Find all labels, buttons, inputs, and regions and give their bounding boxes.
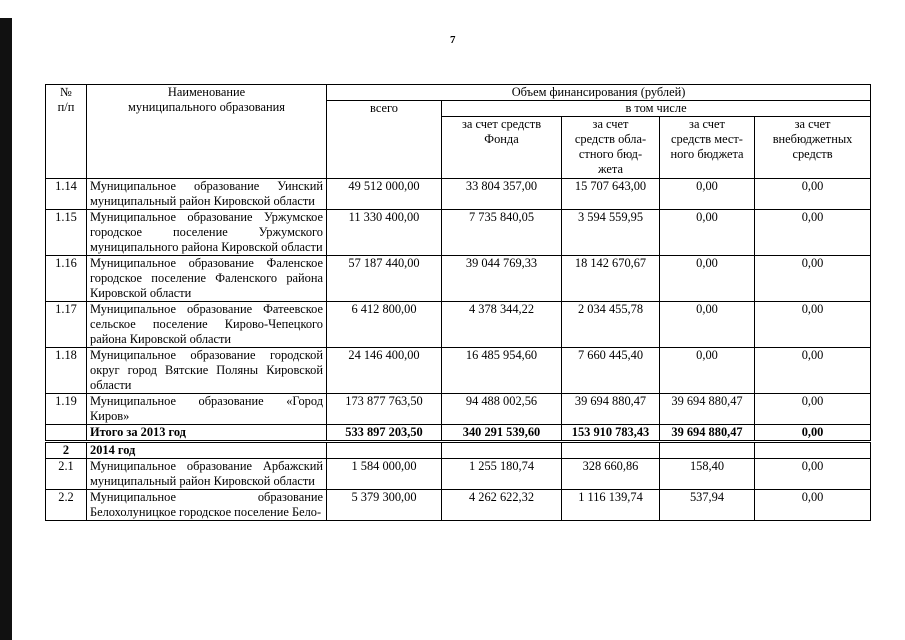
table-row (46, 179, 871, 210)
row-local: 0,00 (660, 302, 755, 348)
header-num (46, 85, 87, 179)
row-regional: 15 707 643,00 (562, 179, 660, 210)
row-local: 0,00 (660, 256, 755, 302)
row-regional: 7 660 445,40 (562, 348, 660, 394)
row-name: Муниципальное образование Арбажский муниципальный район Кировской области (87, 459, 327, 490)
table-row (46, 256, 871, 302)
row-num: 1.17 (46, 302, 87, 348)
row-total: 1 584 000,00 (327, 459, 442, 490)
row-local: 39 694 880,47 (660, 394, 755, 425)
row-fund: 39 044 769,33 (442, 256, 562, 302)
row-name: Муниципальное образование Фатеевское сельское поселение Кирово-Чепецкого района Кировской области (87, 302, 327, 348)
header-local (660, 117, 755, 179)
row-total: 49 512 000,00 (327, 179, 442, 210)
header-total: всего (327, 101, 442, 179)
row-num: 1.19 (46, 394, 87, 425)
table-row (46, 490, 871, 521)
total-fund: 340 291 539,60 (442, 425, 562, 442)
row-total: 5 379 300,00 (327, 490, 442, 521)
table-row (46, 348, 871, 394)
row-num: 1.18 (46, 348, 87, 394)
row-total: 173 877 763,50 (327, 394, 442, 425)
row-local: 0,00 (660, 210, 755, 256)
section-num: 2 (46, 442, 87, 459)
financing-table (45, 84, 871, 521)
row-extra: 0,00 (755, 302, 871, 348)
row-fund: 94 488 002,56 (442, 394, 562, 425)
row-local: 0,00 (660, 179, 755, 210)
row-extra: 0,00 (755, 179, 871, 210)
header-regional-text: за счет средств обла- стного бюд- жета (574, 117, 647, 176)
row-fund: 1 255 180,74 (442, 459, 562, 490)
row-fund: 33 804 357,00 (442, 179, 562, 210)
row-extra: 0,00 (755, 394, 871, 425)
header-local-text: за счет средств мест- ного бюджета (670, 117, 744, 161)
total-num (46, 425, 87, 442)
header-fund (442, 117, 562, 179)
header-volume: Объем финансирования (рублей) (327, 85, 871, 101)
section-empty (562, 442, 660, 459)
row-num: 2.2 (46, 490, 87, 521)
row-regional: 18 142 670,67 (562, 256, 660, 302)
row-regional: 1 116 139,74 (562, 490, 660, 521)
row-extra: 0,00 (755, 348, 871, 394)
scan-edge-bar (0, 18, 12, 640)
row-fund: 4 262 622,32 (442, 490, 562, 521)
header-name-text: Наименование муниципального образования (128, 85, 285, 114)
row-regional: 2 034 455,78 (562, 302, 660, 348)
section-row (46, 442, 871, 459)
section-empty (442, 442, 562, 459)
row-local: 158,40 (660, 459, 755, 490)
row-extra: 0,00 (755, 459, 871, 490)
row-extra: 0,00 (755, 210, 871, 256)
table-row (46, 210, 871, 256)
table-row (46, 459, 871, 490)
row-total: 11 330 400,00 (327, 210, 442, 256)
row-total: 57 187 440,00 (327, 256, 442, 302)
page-number: 7 (450, 34, 456, 46)
row-regional: 328 660,86 (562, 459, 660, 490)
row-total: 24 146 400,00 (327, 348, 442, 394)
header-regional (562, 117, 660, 179)
row-regional: 39 694 880,47 (562, 394, 660, 425)
total-regional: 153 910 783,43 (562, 425, 660, 442)
row-regional: 3 594 559,95 (562, 210, 660, 256)
total-total: 533 897 203,50 (327, 425, 442, 442)
row-num: 1.15 (46, 210, 87, 256)
table-row (46, 394, 871, 425)
row-local: 537,94 (660, 490, 755, 521)
row-extra: 0,00 (755, 256, 871, 302)
row-extra: 0,00 (755, 490, 871, 521)
row-fund: 16 485 954,60 (442, 348, 562, 394)
row-local: 0,00 (660, 348, 755, 394)
header-fund-text: за счет средств Фонда (461, 117, 542, 146)
total-name: Итого за 2013 год (87, 425, 327, 442)
row-name: Муниципальное образование Уржумское городское поселение Уржумского муниципального района Кировской области (87, 210, 327, 256)
section-name: 2014 год (87, 442, 327, 459)
section-empty (755, 442, 871, 459)
header-extra (755, 117, 871, 179)
table-row (46, 302, 871, 348)
total-row (46, 425, 871, 442)
header-incl: в том числе (442, 101, 871, 117)
header-name (87, 85, 327, 179)
header-num-text: № п/п (57, 85, 75, 114)
row-total: 6 412 800,00 (327, 302, 442, 348)
row-name: Муниципальное образование Фаленское городское поселение Фаленского района Кировской области (87, 256, 327, 302)
section-empty (660, 442, 755, 459)
row-fund: 7 735 840,05 (442, 210, 562, 256)
row-num: 1.16 (46, 256, 87, 302)
row-name: Муниципальное образование Уинский муниципальный район Кировской области (87, 179, 327, 210)
row-num: 2.1 (46, 459, 87, 490)
row-fund: 4 378 344,22 (442, 302, 562, 348)
row-name: Муниципальное образование городской округ город Вятские Поляны Кировской области (87, 348, 327, 394)
total-extra: 0,00 (755, 425, 871, 442)
row-name: Муниципальное образование Белохолуницкое городское поселение Бело- (87, 490, 327, 521)
row-name: Муниципальное образование «Город Киров» (87, 394, 327, 425)
header-extra-text: за счет внебюджетных средств (772, 117, 853, 161)
row-num: 1.14 (46, 179, 87, 210)
section-empty (327, 442, 442, 459)
total-local: 39 694 880,47 (660, 425, 755, 442)
